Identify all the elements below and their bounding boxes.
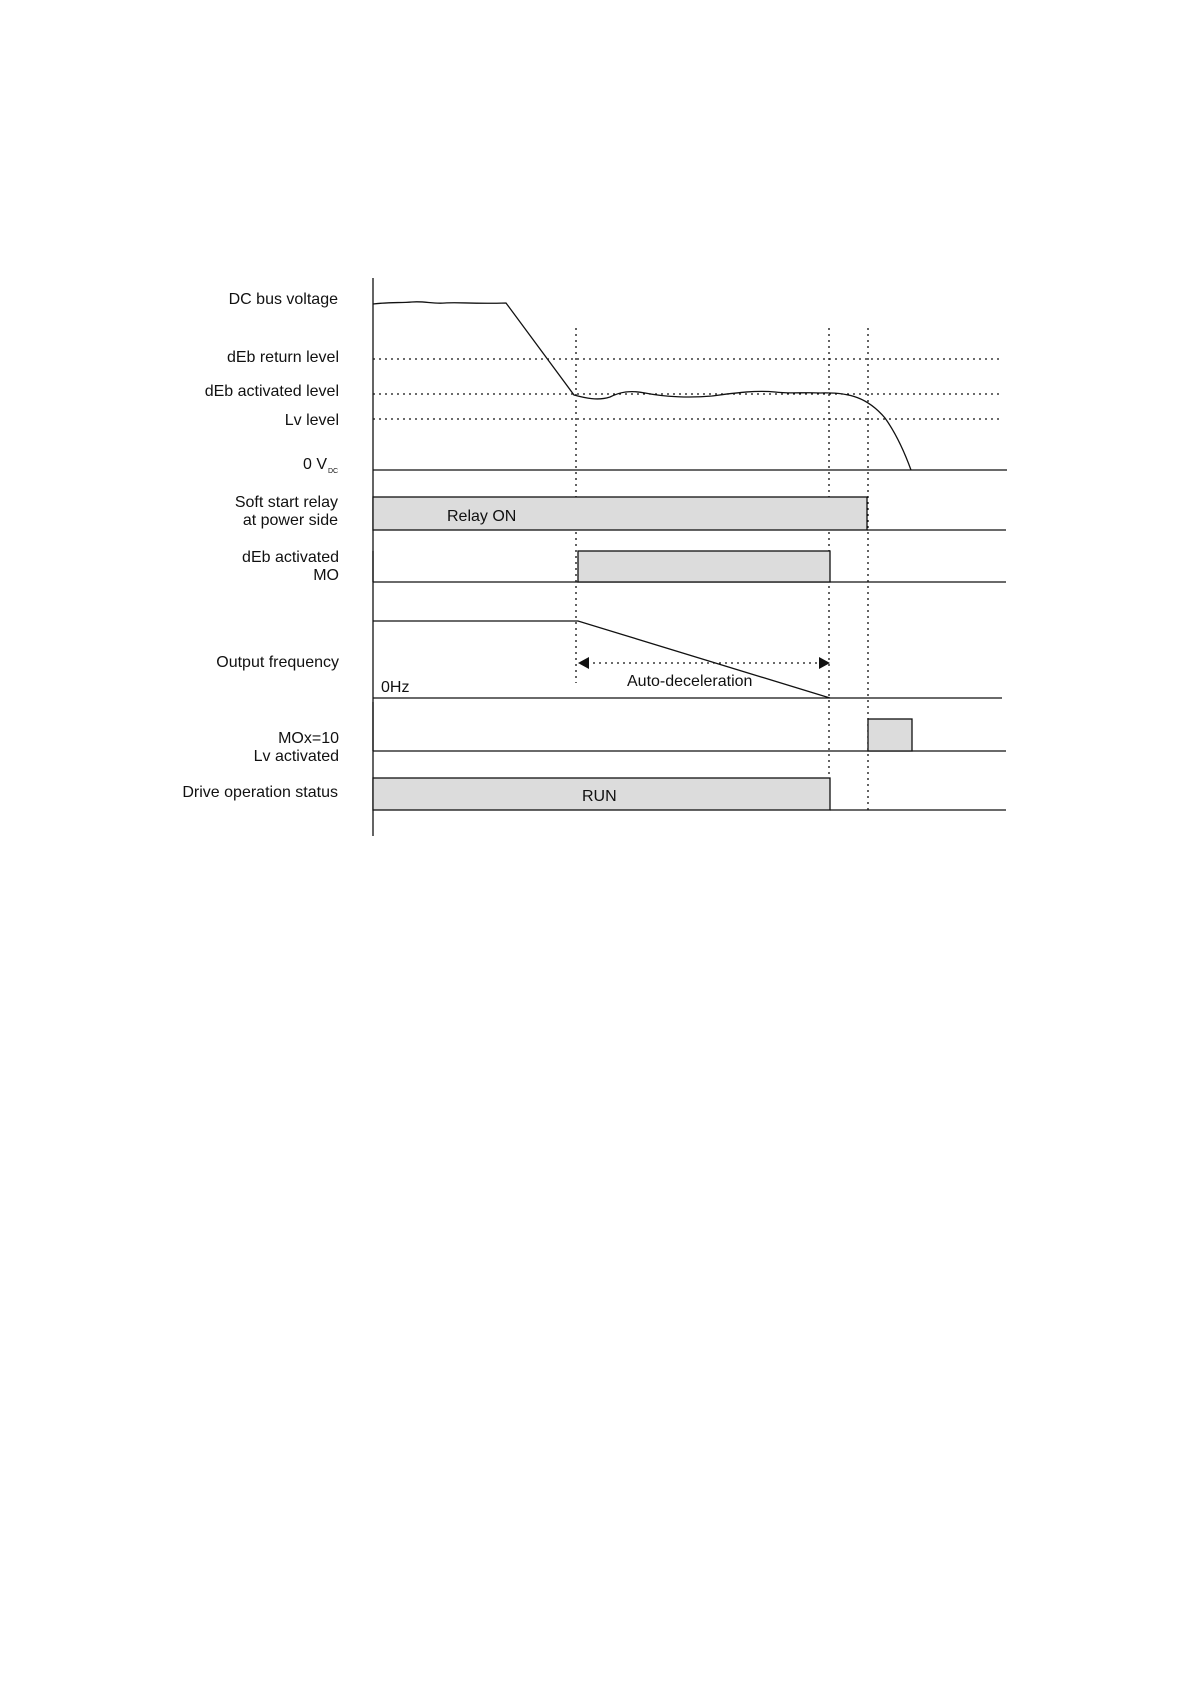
- label-zero-vdc-subscript: DC: [328, 468, 339, 475]
- output-frequency-waveform: [373, 621, 830, 698]
- label-zero-vdc: 0 V: [302, 456, 327, 473]
- relay-on-text: Relay ON: [447, 508, 517, 525]
- label-dc-bus-voltage: DC bus voltage: [228, 291, 338, 308]
- label-mox10: MOx=10: [278, 730, 339, 747]
- label-soft-start-relay: Soft start relay: [234, 494, 338, 511]
- label-mo: MO: [313, 567, 339, 584]
- auto-deceleration-arrow-left: [578, 657, 589, 669]
- label-deb-return-level: dEb return level: [226, 349, 339, 366]
- dc-bus-voltage-waveform: [373, 302, 911, 470]
- zero-hz-text: 0Hz: [381, 679, 410, 696]
- auto-deceleration-text: Auto-deceleration: [627, 673, 753, 690]
- label-at-power-side: at power side: [242, 512, 338, 529]
- label-drive-operation-status: Drive operation status: [182, 784, 338, 801]
- run-text: RUN: [582, 788, 617, 805]
- label-deb-activated: dEb activated: [242, 549, 339, 566]
- deb-mo-pulse: [578, 551, 830, 582]
- lv-activated-pulse: [868, 719, 912, 751]
- label-lv-level: Lv level: [284, 412, 339, 429]
- label-lv-activated: Lv activated: [253, 748, 339, 765]
- label-output-frequency: Output frequency: [216, 654, 339, 671]
- label-deb-activated-level: dEb activated level: [204, 383, 339, 400]
